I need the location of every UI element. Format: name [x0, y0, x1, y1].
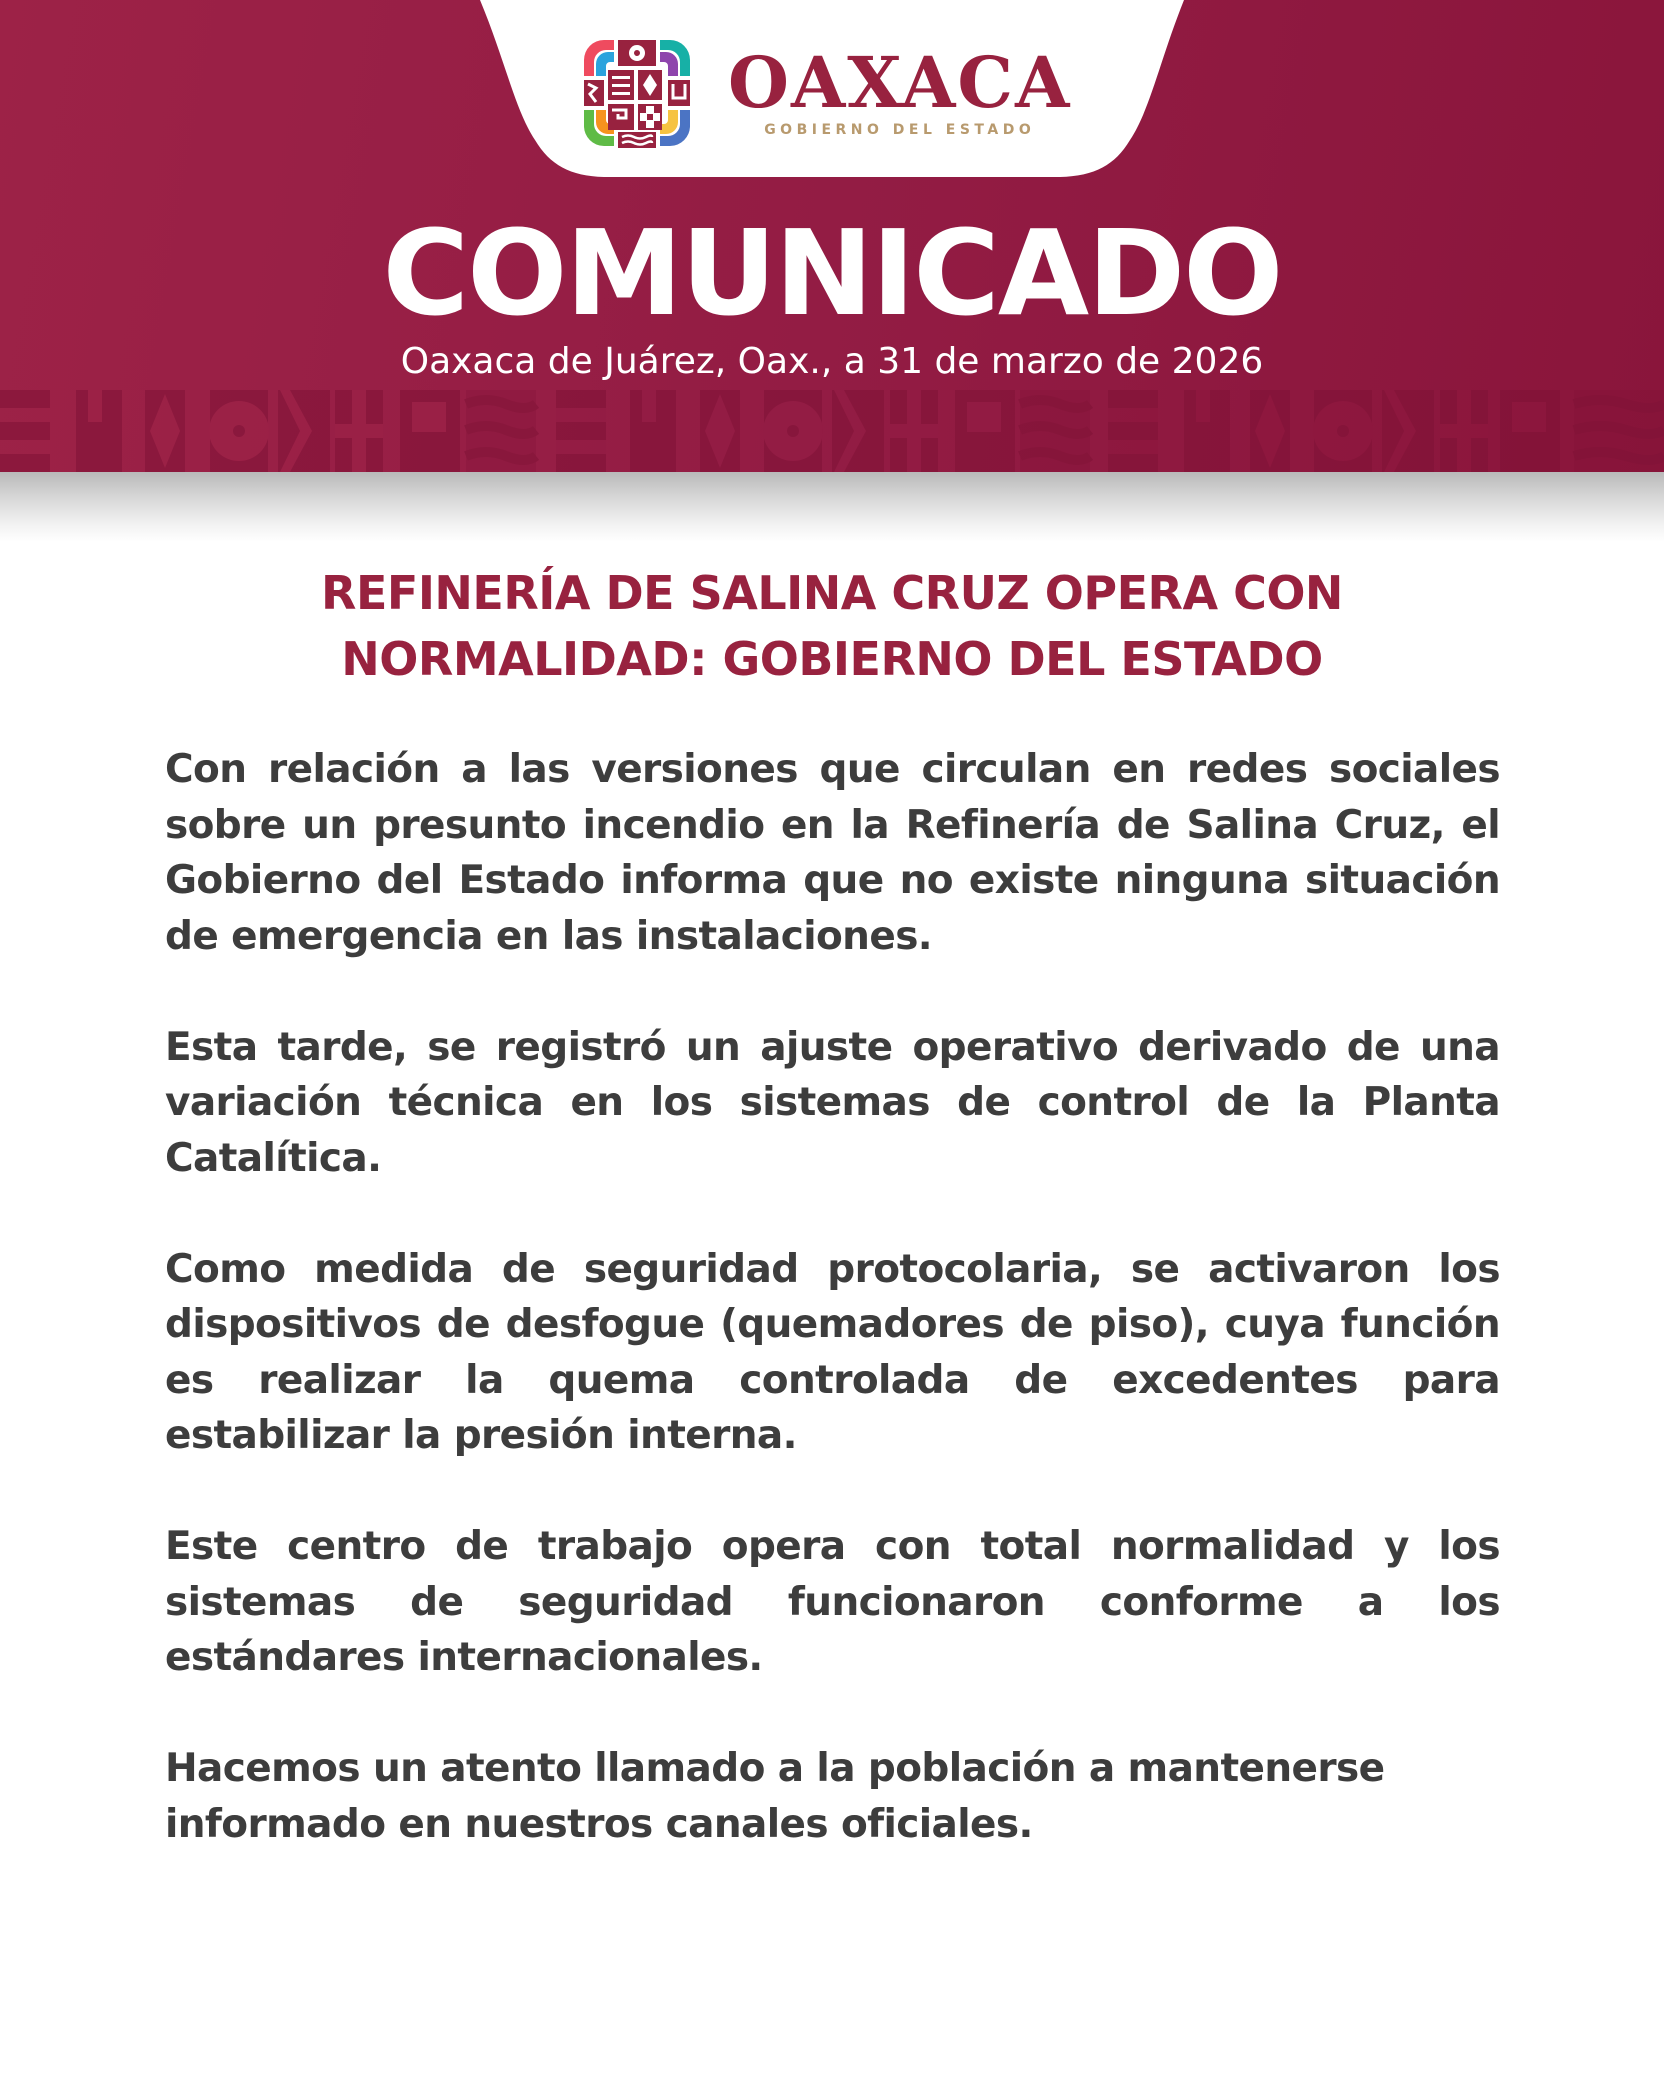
header-shadow — [0, 472, 1664, 542]
header-banner — [0, 0, 1664, 472]
paragraph-2: Esta tarde, se registró un ajuste operativo derivado de una variación técnica en los sistemas de control de la Planta Catalítica. — [165, 1024, 1500, 1181]
headline — [160, 560, 1504, 692]
brand-name: OAXACA — [728, 41, 1072, 124]
dateline: Oaxaca de Juárez, Oax., a 31 de marzo de 2026 — [400, 341, 1264, 382]
paragraph-5: Hacemos un atento llamado a la población a mantenerse informado en nuestros canales oficiales. — [165, 1746, 1385, 1847]
headline-line-2: NORMALIDAD: GOBIERNO DEL ESTADO — [341, 632, 1323, 686]
communique-body — [165, 742, 1500, 1908]
logo — [580, 36, 1071, 150]
paragraph-1: Con relación a las versiones que circulan en redes sociales sobre un presunto incendio en la Refinería de Salina Cruz, el Gobierno del Estado informa que no existe ninguna situación de emergencia en las instalaciones. — [165, 747, 1500, 959]
page-title: COMUNICADO — [382, 204, 1282, 342]
brand-wordmark — [728, 41, 1072, 138]
paragraph-3: Como medida de seguridad protocolaria, se activaron los dispositivos de desfogue (quemadores de piso), cuya función es realizar la quema controlada de excedentes para estabilizar la presión interna. — [165, 1246, 1500, 1458]
headline-line-1: REFINERÍA DE SALINA CRUZ OPERA CON — [321, 566, 1343, 620]
brand-subtitle: GOBIERNO DEL ESTADO — [764, 122, 1036, 138]
paragraph-4: Este centro de trabajo opera con total normalidad y los sistemas de seguridad funcionaron conforme a los estándares internacionales. — [165, 1524, 1500, 1680]
oaxaca-state-emblem-icon — [580, 36, 694, 150]
decorative-pattern-band — [0, 390, 1664, 472]
